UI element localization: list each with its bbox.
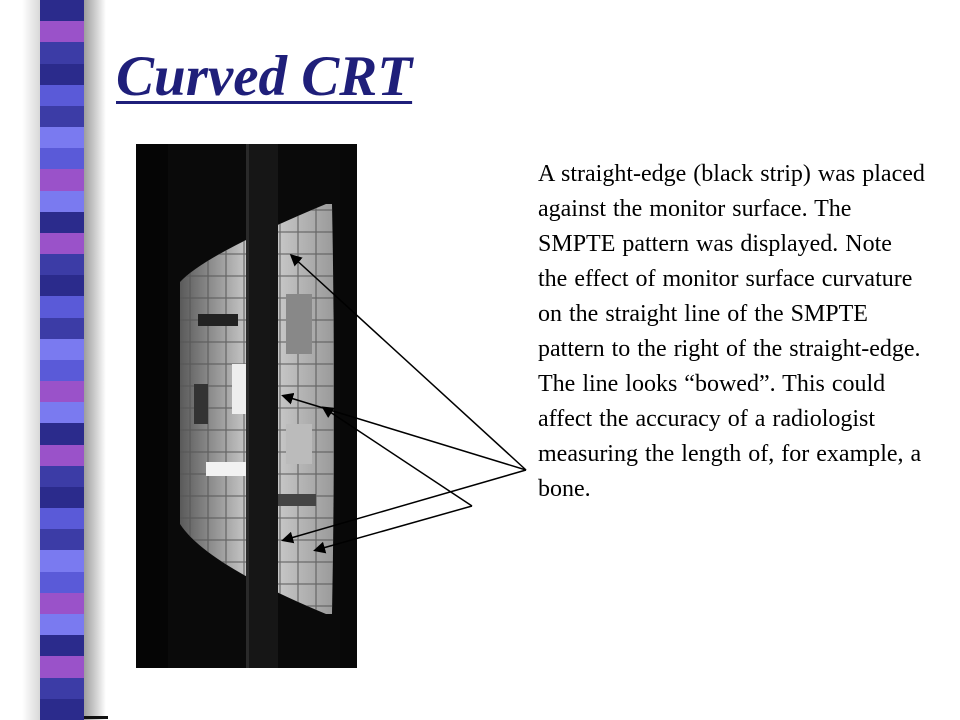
- stripe-segment: [40, 572, 84, 593]
- stripe-segment: [40, 487, 84, 508]
- stripe-segment: [40, 656, 84, 677]
- stripe-segment: [40, 508, 84, 529]
- footer-rule: [84, 716, 108, 719]
- stripe-segment: [40, 42, 84, 63]
- stripe-segment: [40, 635, 84, 656]
- stripe-segment: [40, 381, 84, 402]
- stripe-segment: [40, 106, 84, 127]
- stripe-segment: [40, 233, 84, 254]
- pattern-block: [276, 494, 316, 506]
- stripe-segment: [40, 191, 84, 212]
- monitor-bezel: [136, 144, 168, 668]
- stripe-segment: [40, 593, 84, 614]
- stripe-segment: [40, 296, 84, 317]
- stripe-segment: [40, 127, 84, 148]
- stripe-segment: [40, 550, 84, 571]
- pattern-block: [286, 294, 312, 354]
- stripe-segment: [40, 148, 84, 169]
- stripe-segment: [40, 614, 84, 635]
- slide-left-shade: [22, 0, 40, 720]
- stripe-segment: [40, 21, 84, 42]
- stripe-segment: [40, 445, 84, 466]
- stripe-segment: [40, 678, 84, 699]
- decorative-stripe-bar: [40, 0, 84, 720]
- stripe-segment: [40, 466, 84, 487]
- stripe-segment: [40, 275, 84, 296]
- strip-edge: [246, 144, 249, 668]
- pattern-block: [194, 384, 208, 424]
- stripe-segment: [40, 318, 84, 339]
- stripe-segment: [40, 169, 84, 190]
- stripe-segment: [40, 254, 84, 275]
- stripe-segment: [40, 360, 84, 381]
- slide-body-text: A straight-edge (black strip) was placed against the monitor surface. The SMPTE pattern was displayed. Note the effect of monitor surface curvature on the straight line of the SMPTE pattern to the right of the straight-edge. The line looks “bowed”. This could affect the accuracy of a radiologist measuring the length of, for example, a bone.: [538, 161, 925, 502]
- stripe-segment: [40, 529, 84, 550]
- pattern-block: [198, 314, 238, 326]
- stripe-segment: [40, 212, 84, 233]
- monitor-photo: [136, 144, 357, 668]
- straight-edge-strip: [248, 144, 278, 668]
- slide-edge-shade: [84, 0, 106, 720]
- slide-title: Curved CRT: [116, 45, 413, 108]
- monitor-photo-illustration: [136, 144, 357, 668]
- stripe-segment: [40, 699, 84, 720]
- stripe-segment: [40, 423, 84, 444]
- stripe-segment: [40, 402, 84, 423]
- stripe-segment: [40, 339, 84, 360]
- stripe-segment: [40, 85, 84, 106]
- pattern-block: [286, 424, 312, 464]
- monitor-bezel: [340, 144, 357, 668]
- stripe-segment: [40, 64, 84, 85]
- stripe-segment: [40, 0, 84, 21]
